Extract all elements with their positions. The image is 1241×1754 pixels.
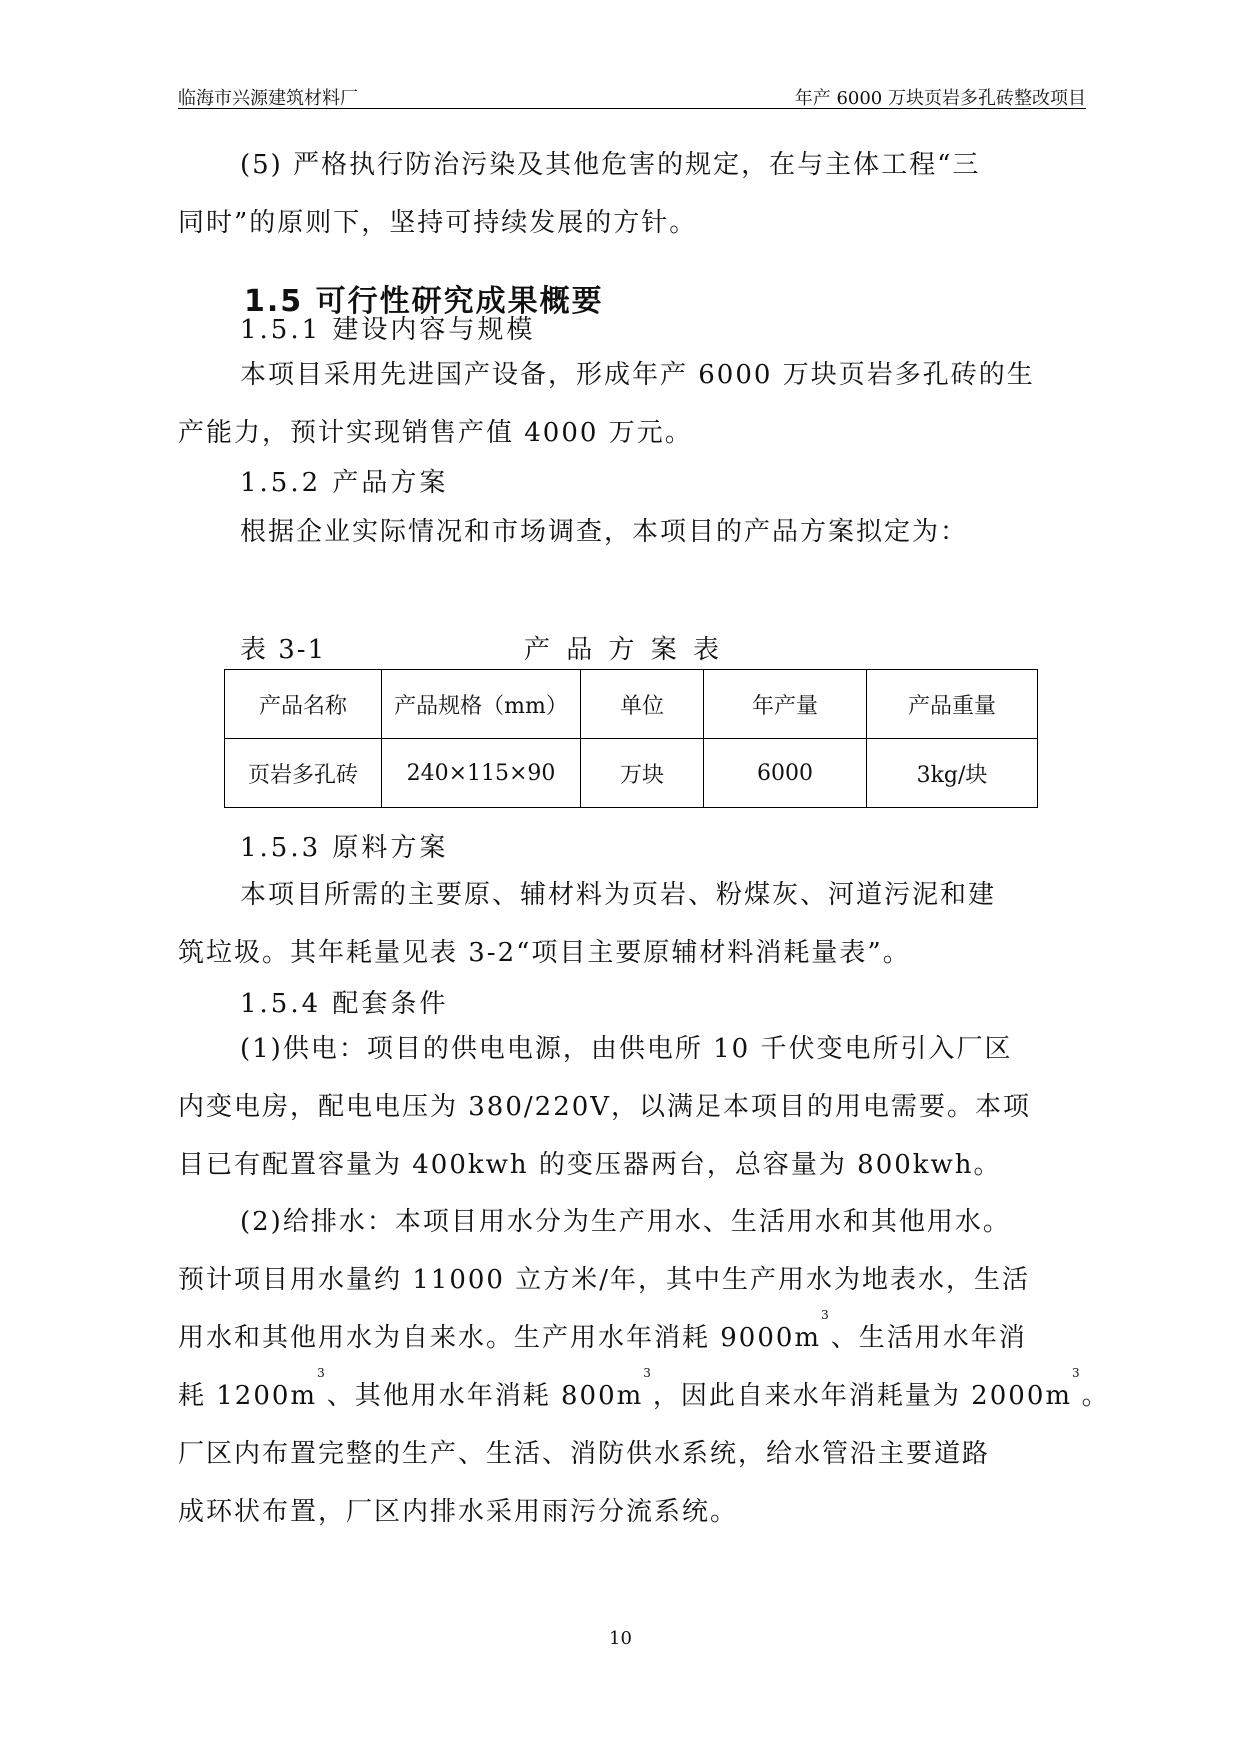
text-line: 厂区内布置完整的生产、生活、消防供水系统，给水管沿主要道路 — [178, 1439, 991, 1469]
text-line: 内变电房，配电电压为 380/220V，以满足本项目的用电需要。本项 — [178, 1092, 1032, 1122]
paragraph-materials — [178, 866, 1086, 982]
text-line: 成环状布置，厂区内排水采用雨污分流系统。 — [178, 1497, 739, 1527]
table-header-cell: 产品名称 — [225, 670, 382, 739]
table-cell: 页岩多孔砖 — [225, 739, 382, 808]
superscript: 3 — [643, 1366, 653, 1380]
text-run: 。 — [1081, 1381, 1110, 1411]
superscript: 3 — [1072, 1366, 1082, 1380]
text-line: (1)供电：项目的供电电源，由供电所 10 千伏变电所引入厂区 — [240, 1034, 1013, 1064]
table-cell: 万块 — [581, 739, 704, 808]
text-line: 根据企业实际情况和市场调查，本项目的产品方案拟定为： — [240, 517, 969, 547]
text-line — [178, 1366, 1110, 1425]
text-line: (2)给排水：本项目用水分为生产用水、生活用水和其他用水。 — [240, 1207, 1011, 1237]
header-project: 年产 6000 万块页岩多孔砖整改项目 — [794, 88, 1086, 109]
table-cell: 6000 — [704, 739, 867, 808]
subsection-title-1-5-4: 1.5.4 配套条件 — [240, 989, 449, 1019]
text-line: 筑垃圾。其年耗量见表 3-2“项目主要原辅材料消耗量表”。 — [178, 938, 911, 968]
text-line: 本项目所需的主要原、辅材料为页岩、粉煤灰、河道污泥和建 — [240, 880, 997, 910]
text-line: 同时”的原则下，坚持可持续发展的方针。 — [178, 208, 698, 238]
product-table — [224, 669, 1038, 808]
table-header-cell: 年产量 — [704, 670, 867, 739]
paragraph-power-supply — [178, 1020, 1086, 1194]
text-line: 预计项目用水量约 11000 立方米/年，其中生产用水为地表水，生活 — [178, 1265, 1030, 1295]
subsection-title-1-5-2: 1.5.2 产品方案 — [240, 468, 449, 498]
table-title: 产 品 方 案 表 — [524, 635, 724, 665]
text-line — [178, 1309, 1086, 1367]
text-line: 产能力，预计实现销售产值 4000 万元。 — [178, 418, 693, 448]
superscript: 3 — [317, 1366, 327, 1380]
table-header-cell: 产品规格（mm） — [382, 670, 581, 739]
header-company: 临海市兴源建筑材料厂 — [178, 88, 358, 109]
section-heading-1-5: 1.5 可行性研究成果概要 — [244, 284, 604, 319]
subsection-title-1-5-3: 1.5.3 原料方案 — [240, 833, 449, 863]
table-row — [225, 739, 1038, 808]
text-run: 、生活用水年消 — [830, 1323, 1027, 1353]
text-line: 本项目采用先进国产设备，形成年产 6000 万块页岩多孔砖的生 — [240, 360, 1035, 390]
paragraph-scale — [178, 346, 1086, 462]
superscript: 3 — [821, 1308, 831, 1322]
table-header-cell: 产品重量 — [867, 670, 1038, 739]
text-run: 耗 1200m — [178, 1381, 318, 1411]
table-header-row — [225, 670, 1038, 739]
table-cell: 3kg/块 — [867, 739, 1038, 808]
table-cell: 240×115×90 — [382, 739, 581, 808]
page-number: 10 — [609, 1628, 632, 1649]
subsection-title-1-5-1: 1.5.1 建设内容与规模 — [240, 315, 536, 345]
paragraph-principle-5 — [178, 136, 1086, 252]
text-run: 、其他用水年消耗 800m — [326, 1381, 644, 1411]
table-label: 表 3-1 — [240, 635, 327, 665]
text-line: (5) 严格执行防治污染及其他危害的规定，在与主体工程“三 — [240, 150, 981, 180]
paragraph-water-supply — [178, 1193, 1110, 1541]
text-run: 用水和其他用水为自来水。生产用水年消耗 9000m — [178, 1323, 822, 1353]
text-line: 目已有配置容量为 400kwh 的变压器两台，总容量为 800kwh。 — [178, 1150, 1002, 1180]
table-header-cell: 单位 — [581, 670, 704, 739]
page-header — [178, 84, 1086, 109]
paragraph-product-plan — [178, 503, 1086, 561]
text-run: ，因此自来水年消耗量为 2000m — [652, 1381, 1073, 1411]
